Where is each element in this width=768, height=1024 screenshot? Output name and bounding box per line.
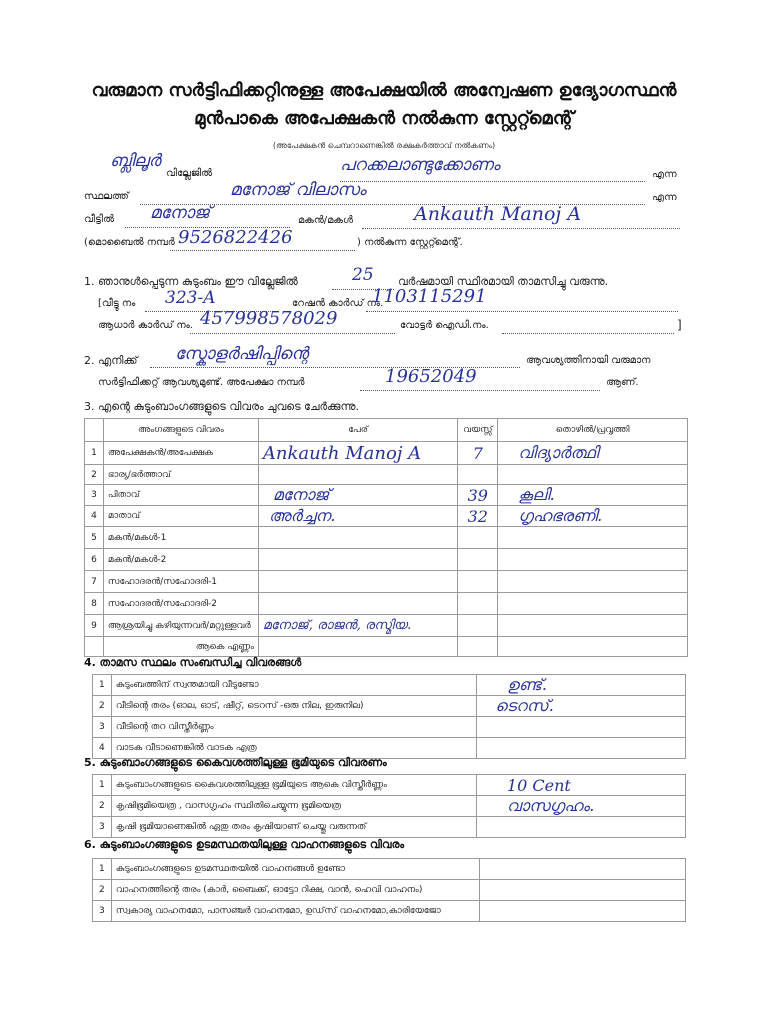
- col-age-header: വയസ്സ്: [458, 419, 498, 442]
- total-job-cell: [498, 637, 688, 657]
- mobile-handwritten: 9526822426: [178, 227, 293, 248]
- col-name-header: പേര്: [258, 419, 457, 442]
- header-blank: [85, 419, 104, 442]
- family-members-table: [84, 418, 688, 657]
- row-label: കൃഷി ഭൂമിയാണെങ്കിൽ ഏതു തരം കൃഷിയാണ് ചെയ്തു വരുന്നത്: [111, 817, 476, 838]
- row-value-handwritten: [480, 901, 686, 922]
- mobile-line: [170, 250, 355, 251]
- row-value-handwritten: 10 Cent: [476, 775, 685, 796]
- table-row: [85, 442, 688, 465]
- aadhar-label: ആധാർ കാർഡ് നം.: [98, 320, 193, 331]
- veettil-label: വീട്ടിൽ: [84, 214, 115, 225]
- row-number: 3: [93, 817, 112, 838]
- ration-handwritten: 1103115291: [372, 286, 487, 307]
- row-job-handwritten: [498, 615, 688, 637]
- row-job-handwritten: കൂലി.: [498, 485, 688, 506]
- row-number: 2: [85, 465, 104, 485]
- row-number: 7: [85, 571, 104, 593]
- veettil-handwritten: മനോജ്: [150, 203, 210, 223]
- row-number: 3: [93, 901, 112, 922]
- form-title-line2: മുൻപാകെ അപേക്ഷകൻ നൽകുന്ന സ്റ്റേറ്റ്മെന്റ്: [194, 108, 574, 129]
- makan-label: മകൻ/മകൾ: [298, 215, 353, 226]
- row-label: കുടുംബാംഗങ്ങളുടെ ഉടമസ്ഥതയിൽ വാഹനങ്ങൾ ഉണ്ടോ: [111, 859, 480, 880]
- item4-heading: 4. താമസ സ്ഥലം സംബന്ധിച്ച വിവരങ്ങൾ: [84, 656, 302, 669]
- table-row: [85, 465, 688, 485]
- row-label: മകൻ/മകൾ-1: [103, 527, 258, 549]
- aadhar-handwritten: 457998578029: [200, 308, 338, 329]
- item3-heading: 3. എന്റെ കുടുംബാംഗങ്ങളുടെ വിവരം ചുവടെ ചേർക്കുന്നു.: [84, 400, 360, 413]
- row-job-handwritten: ഗൃഹഭരണി.: [498, 506, 688, 527]
- item2-line2-suffix: ആണ്.: [606, 377, 639, 388]
- row-label: സഹോദരൻ/സഹോദരി-2: [103, 593, 258, 615]
- row-label: സ്വകാര്യ വാഹനമോ, പാസഞ്ചർ വാഹനമോ, ഉഡ്‌സ് വാഹനമോ,കാരിയേജോ: [111, 901, 480, 922]
- table-row: [85, 593, 688, 615]
- table-row: [93, 901, 686, 922]
- row-label: കുടുംബത്തിന് സ്വന്തമായി വീടുണ്ടോ: [111, 675, 476, 696]
- desam-line: [340, 181, 645, 182]
- row-age-handwritten: [458, 549, 498, 571]
- row-label: ഭാര്യ/ഭർത്താവ്: [103, 465, 258, 485]
- item6-heading: 6. കുടുംബാംഗങ്ങളുടെ ഉടമസ്ഥതയിലുള്ള വാഹനങ്ങളുടെ വിവരം: [84, 838, 405, 851]
- village-label: വില്ലേജിൽ: [166, 168, 213, 179]
- row-age-handwritten: [458, 465, 498, 485]
- house-handwritten: 323-A: [165, 288, 216, 308]
- purpose-handwritten: സ്കോളർഷിപ്പിന്റെ: [175, 344, 309, 364]
- table-header-row: [85, 419, 688, 442]
- row-job-handwritten: വിദ്യാർത്ഥി: [498, 442, 688, 465]
- row-name-handwritten: Ankauth Manoj A: [258, 442, 457, 465]
- enna-label-1: എന്ന: [652, 169, 677, 180]
- row-number: 3: [93, 717, 112, 738]
- table-row: [93, 775, 686, 796]
- row-label: വീടിന്റെ തരം (ഓല, ഓട്, ഷീറ്റ്, ടെറസ് -ഒരു നില, ഇരുനില): [111, 696, 476, 717]
- makan-line: [362, 228, 680, 229]
- row-label: പിതാവ്: [103, 485, 258, 506]
- col-job-header: തൊഴിൽ/പ്രവൃത്തി: [498, 419, 688, 442]
- enna-label-2: എന്ന: [652, 192, 677, 203]
- voter-label: വോട്ടർ ഐഡി.നം.: [400, 320, 489, 331]
- row-label: വീടിന്റെ തറ വിസ്തീർണ്ണം: [111, 717, 476, 738]
- table-row: [93, 717, 686, 738]
- row-number: 1: [93, 775, 112, 796]
- row-job-handwritten: [498, 549, 688, 571]
- mobile-suffix: ) നൽകുന്ന സ്റ്റേറ്റ്മെന്റ്.: [357, 237, 463, 248]
- item2-line2-prefix: സർട്ടിഫിക്കറ്റ് ആവശ്യമുണ്ട്. അപേക്ഷാ നമ്പർ: [98, 377, 305, 388]
- row-value-handwritten: [477, 738, 686, 759]
- makan-handwritten: Ankauth Manoj A: [414, 203, 582, 225]
- row-job-handwritten: [498, 465, 688, 485]
- sthalam-label: സ്ഥലത്ത്: [84, 191, 129, 202]
- row-label: അപേക്ഷകൻ/അപേക്ഷക: [103, 442, 258, 465]
- voter-line: [502, 333, 674, 334]
- total-age-cell: [458, 637, 498, 657]
- table-row: [85, 571, 688, 593]
- table-row: [85, 615, 688, 637]
- row-name-handwritten: [258, 549, 457, 571]
- row-age-handwritten: [458, 615, 498, 637]
- row-job-handwritten: [498, 527, 688, 549]
- row-job-handwritten: [498, 593, 688, 615]
- row-value-handwritten: [480, 859, 686, 880]
- row-label: വാടക വീടാണെങ്കിൽ വാടക എത്ര: [111, 738, 476, 759]
- table-row: [85, 549, 688, 571]
- total-name-cell: [258, 637, 457, 657]
- table-total-row: [85, 637, 688, 657]
- ration-label: റേഷൻ കാർഡ് നം.: [292, 298, 384, 309]
- row-label: ആശ്രയിച്ചു കഴിയുന്നവർ/മറ്റുള്ളവർ: [103, 615, 258, 637]
- row-value-handwritten: [477, 717, 686, 738]
- row-age-handwritten: [458, 593, 498, 615]
- row-name-handwritten: മനോജ്, രാജൻ, രസ്മിയ.: [258, 615, 457, 637]
- row-value-handwritten: [476, 817, 685, 838]
- item1-prefix: 1. ഞാനുൾപ്പെടുന്ന കുടുംബം ഈ വില്ലേജിൽ: [84, 275, 298, 288]
- vehicle-table: [92, 858, 686, 922]
- appno-line: [360, 390, 600, 391]
- form-title-line1: വരുമാന സർട്ടിഫിക്കറ്റിനുള്ള അപേക്ഷയിൽ അന്വേഷണ ഉദ്യോഗസ്ഥൻ: [91, 80, 677, 101]
- residence-table: [92, 674, 686, 759]
- table-row: [85, 506, 688, 527]
- row-number: 3: [85, 485, 104, 506]
- row-number: 9: [85, 615, 104, 637]
- row-label: വാഹനത്തിന്റെ തരം (കാർ, ബൈക്ക്, ഓട്ടോ റിക്ഷ, വാൻ, ഹെവി വാഹനം): [111, 880, 480, 901]
- ration-line: [366, 311, 678, 312]
- row-number: 2: [93, 880, 112, 901]
- house-label: [വീട്ടു നം: [98, 298, 136, 309]
- row-value-handwritten: [480, 880, 686, 901]
- row-value-handwritten: ടെറസ്.: [477, 696, 686, 717]
- row-age-handwritten: 7: [458, 442, 498, 465]
- row-name-handwritten: [258, 593, 457, 615]
- row-label: മകൻ/മകൾ-2: [103, 549, 258, 571]
- row-number: 4: [85, 506, 104, 527]
- row-job-handwritten: [498, 571, 688, 593]
- row-value-handwritten: ഉണ്ട്.: [477, 675, 686, 696]
- row-name-handwritten: [258, 527, 457, 549]
- row-label: കുടുംബാംഗങ്ങളുടെ കൈവശത്തിലുള്ള ഭൂമിയുടെ ആകെ വിസ്തീർണ്ണം: [111, 775, 476, 796]
- row-name-handwritten: [258, 465, 457, 485]
- row-number: 6: [85, 549, 104, 571]
- row-number: 2: [93, 796, 112, 817]
- row-number: 1: [85, 442, 104, 465]
- row-number: 2: [93, 696, 112, 717]
- row-number: 1: [93, 859, 112, 880]
- row-age-handwritten: [458, 571, 498, 593]
- total-label: ആകെ എണ്ണം: [103, 637, 258, 657]
- table-row: [93, 796, 686, 817]
- table-row: [93, 817, 686, 838]
- row-name-handwritten: അർച്ചന.: [258, 506, 457, 527]
- row-age-handwritten: [458, 527, 498, 549]
- row-age-handwritten: 32: [458, 506, 498, 527]
- years-handwritten: 25: [352, 265, 374, 285]
- item1-suffix: വർഷമായി സ്ഥിരമായി താമസിച്ചു വരുന്നു.: [398, 275, 609, 288]
- table-row: [93, 880, 686, 901]
- item2-suffix: ആവശ്യത്തിനായി വരുമാന: [526, 355, 651, 366]
- row-name-handwritten: മനോജ്: [258, 485, 457, 506]
- col-members-header: അംഗങ്ങളുടെ വിവരം: [103, 419, 258, 442]
- row-number: 5: [85, 527, 104, 549]
- table-row: [93, 859, 686, 880]
- total-blank: [85, 637, 104, 657]
- table-row: [85, 485, 688, 506]
- row-number: 8: [85, 593, 104, 615]
- close-bracket: ]: [677, 318, 682, 332]
- aadhar-line: [190, 333, 395, 334]
- desam-handwritten: പറക്കലാണ്ടുക്കോണം: [340, 155, 500, 175]
- item2-prefix: 2. എനിക്ക്: [84, 354, 138, 367]
- row-value-handwritten: വാസഗൃഹം.: [476, 796, 685, 817]
- row-label: മാതാവ്: [103, 506, 258, 527]
- village-handwritten: ബ്ലിലൂർ: [110, 151, 161, 171]
- row-name-handwritten: [258, 571, 457, 593]
- row-label: സഹോദരൻ/സഹോദരി-1: [103, 571, 258, 593]
- row-age-handwritten: 39: [458, 485, 498, 506]
- form-subtitle: (അപേക്ഷകൻ ചെമ്പറാണെങ്കിൽ രക്ഷകർത്താവ് നൽകണം): [272, 141, 496, 150]
- row-number: 1: [93, 675, 112, 696]
- table-row: [93, 696, 686, 717]
- row-label: കൃഷിഭൂമിയെത്ര , വാസഗൃഹം സ്ഥിതിചെയ്യുന്ന ഭൂമിയെത്ര: [111, 796, 476, 817]
- sthalam-handwritten: മനോജ് വിലാസം: [230, 180, 367, 200]
- mobile-prefix: (മൊബൈൽ നമ്പർ: [84, 237, 175, 248]
- appno-handwritten: 19652049: [385, 366, 477, 387]
- row-number: 4: [93, 738, 112, 759]
- table-row: [85, 527, 688, 549]
- item5-heading: 5. കുടുംബാംഗങ്ങളുടെ കൈവശത്തിലുള്ള ഭൂമിയുടെ വിവരണം: [84, 756, 387, 769]
- table-row: [93, 675, 686, 696]
- land-table: [92, 774, 686, 838]
